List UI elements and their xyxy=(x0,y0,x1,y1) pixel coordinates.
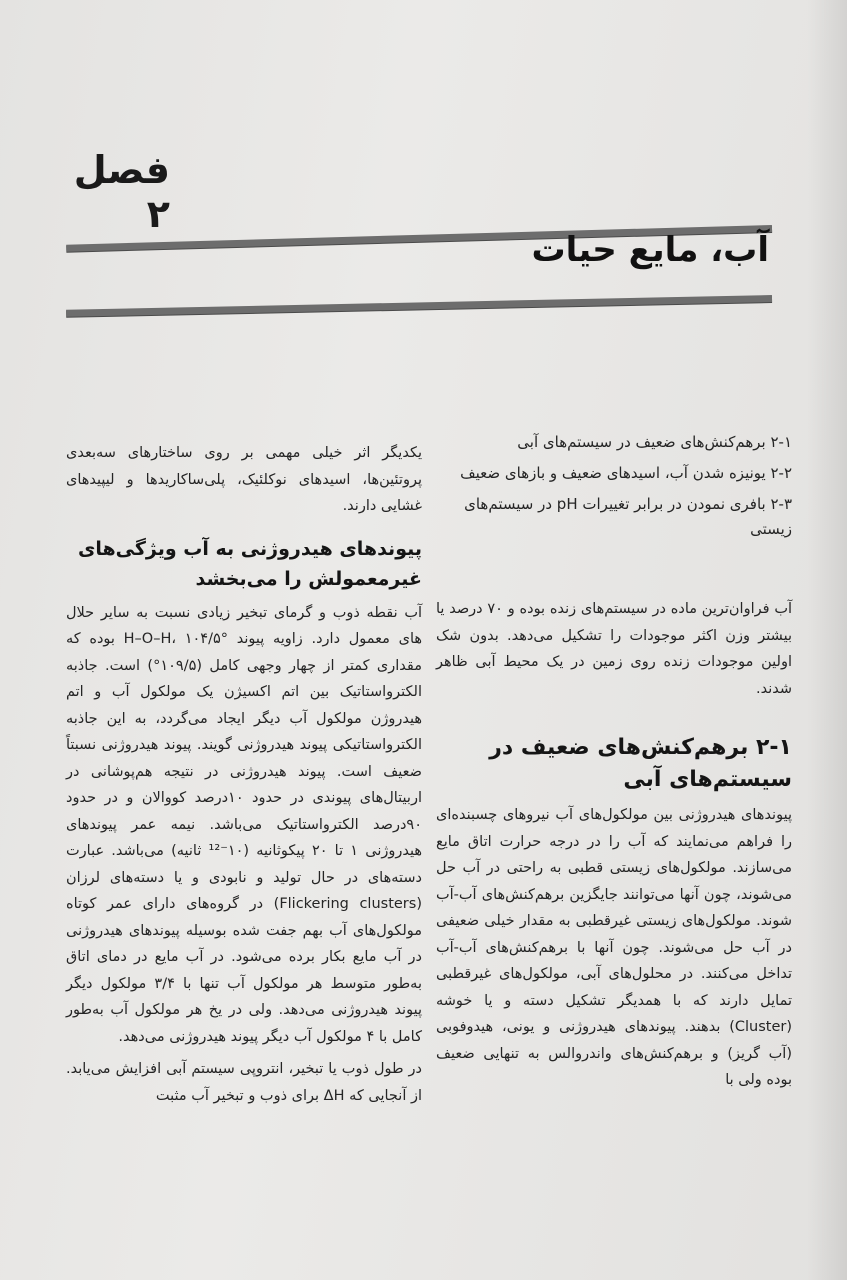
toc-item: ۲-۱ برهم‌کنش‌های ضعیف در سیستم‌های آبی xyxy=(517,433,792,451)
spacer xyxy=(436,548,792,596)
chapter-toc xyxy=(436,430,792,542)
subsection-heading: پیوندهای هیدروژنی به آب ویژگی‌های غیرمعمولش را می‌بخشد xyxy=(77,537,422,590)
chapter-number: فصل ۲ xyxy=(73,148,170,236)
continuation-paragraph: یکدیگر اثر خیلی مهمی بر روی ساختارهای سه‌بعدی پروتئین‌ها، اسیدهای نوکلئیک، پلی‌ساکاریدها و لیپیدهای غشایی دارند. xyxy=(66,445,422,514)
right-column xyxy=(436,430,792,1100)
section-paragraph: پیوندهای هیدروژنی بین مولکول‌های آب نیروهای چسبنده‌ای را فراهم می‌نمایند که آب را در درجه حرارت اتاق مایع می‌سازند. مولکول‌های زیستی قطبی به راحتی در آب حل می‌شوند، چون آنها می‌توانند جایگزین برهم‌کنش‌های آب-آب شوند. مولکول‌های زیستی غیرقطبی به مقدار خیلی ضعیفی در آب حل می‌شوند. چون آنها با برهم‌کنش‌های آب-آب تداخل می‌کنند. در محلول‌های آبی، مولکول‌های غیرقطبی تمایل دارند که با همدیگر تشکیل دسته و یا خوشه (Cluster) بدهند. پیوندهای هیدروژنی و یونی، هیدوفوبی (آب گریز) و برهم‌کنش‌های واندروالس به تنهایی ضعیف بوده ولی با xyxy=(436,807,792,1088)
bottom-rule xyxy=(66,295,772,317)
chapter-title: آب، مایع حیات xyxy=(531,230,769,270)
body-paragraph-2: در طول ذوب یا تبخیر، انتروپی سیستم آبی افزایش می‌یابد. از آنجایی که ΔH برای ذوب و تبخیر آب مثبت xyxy=(66,1061,422,1104)
body-paragraph: آب نقطه ذوب و گرمای تبخیر زیادی نسبت به سایر حلال های معمول دارد. زاویه پیوند H–O–H، ۱۰۴/۵° بوده که مقداری کمتر از چهار وجهی کامل (۱۰۹/۵°) است. جاذبه الکترواستاتیک بین اتم اکسیژن یک مولکول آب و اتم هیدروژن مولکول آب دیگر ایجاد می‌گردد، به این جاذبه الکترواستاتیکی پیوند هیدروژنی گویند. پیوند هیدروژنی نسبتاً ضعیف است. پیوند هیدروژنی در نتیجه هم‌پوشانی در اربیتال‌های پیوندی در حدود ۱۰درصد کووالان و در حدود ۹۰درصد الکترواستاتیک می‌باشد. نیمه عمر پیوندهای هیدروژنی ۱ تا ۲۰ پیکوثانیه (۱۰⁻¹² ثانیه) می‌باشد. عبارت دسته‌های در حال تولید و نابودی و یا دسته‌های لرزان (Flickering clusters) در گروه‌های دارای عمر کوتاه مولکول‌های آب بهم جفت شده بوسیله پیوندهای هیدروژنی در آب مایع بکار برده می‌شود. در آب مایع در دمای اتاق به‌طور متوسط هر مولکول آب تنها با ۳/۴ مولکول دیگر پیوند هیدروژنی می‌دهد. ولی در یخ هر مولکول آب به‌طور کامل با ۴ مولکول آب دیگر پیوند هیدروژنی می‌دهد. xyxy=(66,604,423,1045)
toc-item: ۲-۳ بافری نمودن در برابر تغییرات pH در سیستم‌های زیستی xyxy=(464,495,792,538)
section-heading: ۲-۱ برهم‌کنش‌های ضعیف در سیستم‌های آبی xyxy=(489,735,792,792)
toc-item: ۲-۲ یونیزه شدن آب، اسیدهای ضعیف و بازهای ضعیف xyxy=(460,464,792,482)
intro-paragraph: آب فراوان‌ترین ماده در سیستم‌های زنده بوده و ۷۰ درصد یا بیشتر وزن اکثر موجودات را تشکیل می‌دهد. بدون شک اولین موجودات زنده روی زمین در یک محیط آبی ظاهر شدند. xyxy=(436,601,792,697)
page-edge-shadow xyxy=(807,0,847,1280)
left-column xyxy=(66,440,422,1115)
